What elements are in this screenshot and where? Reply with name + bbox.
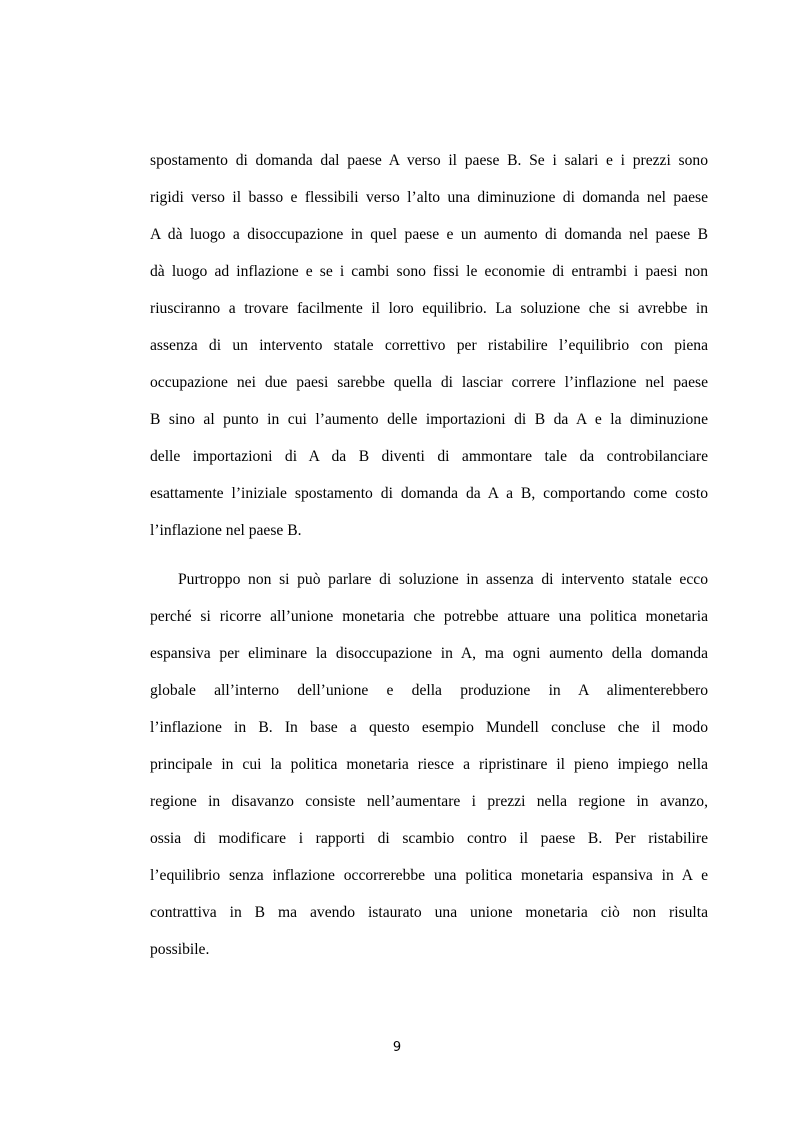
paragraph-1-line: rigidi verso il basso e flessibili verso l’alto una diminuzione di domanda nel paese: [150, 189, 708, 206]
paragraph-1-line: assenza di un intervento statale correttivo per ristabilire l’equilibrio con piena: [150, 337, 708, 354]
paragraph-2-line: l’equilibrio senza inflazione occorrerebbe una politica monetaria espansiva in A e: [150, 867, 708, 884]
paragraph-1: [150, 142, 708, 549]
paragraph-2: [150, 561, 708, 968]
paragraph-1-line: delle importazioni di A da B diventi di ammontare tale da controbilanciare: [150, 448, 708, 465]
paragraph-2-line: regione in disavanzo consiste nell’aumentare i prezzi nella regione in avanzo,: [150, 793, 708, 810]
paragraph-2-line: ossia di modificare i rapporti di scambio contro il paese B. Per ristabilire: [150, 830, 708, 847]
paragraph-1-line: esattamente l’iniziale spostamento di domanda da A a B, comportando come costo: [150, 485, 708, 502]
paragraph-2-line: principale in cui la politica monetaria riesce a ripristinare il pieno impiego nella: [150, 756, 708, 773]
paragraph-1-line: A dà luogo a disoccupazione in quel paese e un aumento di domanda nel paese B: [150, 226, 708, 243]
paragraph-1-line: occupazione nei due paesi sarebbe quella di lasciar correre l’inflazione nel paese: [150, 374, 708, 391]
paragraph-2-line: perché si ricorre all’unione monetaria che potrebbe attuare una politica monetaria: [150, 608, 708, 625]
paragraph-2-line: globale all’interno dell’unione e della produzione in A alimenterebbero: [150, 682, 708, 699]
paragraph-1-line: spostamento di domanda dal paese A verso il paese B. Se i salari e i prezzi sono: [150, 152, 708, 169]
paragraph-1-line: l’inflazione nel paese B.: [150, 522, 302, 539]
paragraph-1-line: dà luogo ad inflazione e se i cambi sono fissi le economie di entrambi i paesi non: [150, 263, 708, 280]
paragraph-1-line: riusciranno a trovare facilmente il loro equilibrio. La soluzione che si avrebbe in: [150, 300, 708, 317]
paragraph-2-line: contrattiva in B ma avendo istaurato una unione monetaria ciò non risulta: [150, 904, 708, 921]
paragraph-1-line: B sino al punto in cui l’aumento delle importazioni di B da A e la diminuzione: [150, 411, 708, 428]
page-number: 9: [392, 1040, 402, 1055]
paragraph-2-line: l’inflazione in B. In base a questo esempio Mundell concluse che il modo: [150, 719, 708, 736]
paragraph-2-line: possibile.: [150, 941, 210, 958]
paragraph-2-line: Purtroppo non si può parlare di soluzione in assenza di intervento statale ecco: [178, 571, 708, 588]
paragraph-2-line: espansiva per eliminare la disoccupazione in A, ma ogni aumento della domanda: [150, 645, 708, 662]
